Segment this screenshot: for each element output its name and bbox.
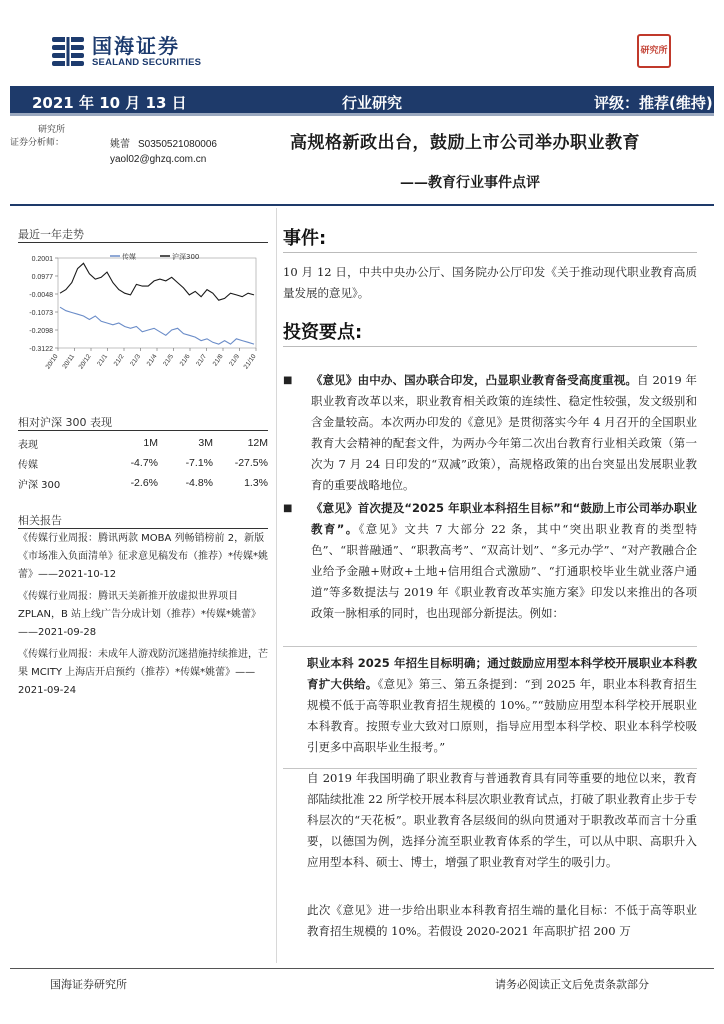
x-tick-label: 21/10: [242, 353, 258, 371]
logo-en-text: SEALAND SECURITIES: [92, 56, 202, 68]
logo-mark-icon: [50, 34, 86, 68]
research-seal-icon: [637, 34, 671, 68]
perf-header-cell: 12M: [247, 437, 268, 449]
perf-header-row: [18, 433, 268, 453]
perf-cell: -2.6%: [130, 477, 158, 489]
y-tick-label: 0.0977: [31, 273, 53, 281]
report-category: 行业研究: [342, 94, 403, 112]
perf-cell: -4.7%: [130, 457, 158, 469]
bullet-2: [283, 498, 697, 624]
related-report-item[interactable]: 《传媒行业周报：未成年人游戏防沉迷措施持续推进，芒果 MCITY 上海店开启预约（推荐）*传媒*姚蕾》——2021-09-24: [18, 649, 268, 696]
y-tick-label: -0.3122: [29, 346, 53, 353]
perf-cell: -4.8%: [185, 477, 213, 489]
y-tick-label: -0.1073: [29, 310, 53, 318]
footer-divider: [10, 968, 714, 969]
logo-cn-text: 国海证券: [92, 33, 180, 58]
quote-bold: 职业本科 2025 年招生目标明确；通过鼓励应用型本科学校开展职业本科教育扩大供给。: [307, 656, 697, 691]
dept-label: 研究所: [38, 125, 66, 135]
x-tick-label: 21/9: [228, 353, 242, 368]
trend-chart: [18, 248, 268, 388]
seal-text: 研究所: [640, 46, 668, 56]
role-label: 证券分析师：: [10, 138, 65, 148]
bullet-square-icon: ■: [283, 503, 293, 514]
related-reports: [18, 530, 270, 704]
perf-cell: 1.3%: [244, 477, 268, 489]
bullet-2-text: 《意见》文共 7 大部分 22 条，其中“突出职业教育的类型特色”、“职普融通”、“职教高考”、“双高计划”、“多元办学”、“对产教融合企业给予金融+财政+土地+信用组合式激励”、“打通职校毕业生就业落户通道”等多数提法与 2019 年《职业教育改革实施方案》印发以来推出的各项政策一脉相承的同时，也出现部分新提法。例如：: [311, 522, 697, 620]
event-heading-line: [283, 252, 697, 253]
perf-header-cell: 1M: [143, 437, 158, 449]
x-tick-label: 21/2: [112, 353, 126, 368]
x-tick-label: 20/10: [44, 353, 60, 371]
paragraph-3: 自 2019 年我国明确了职业教育与普通教育具有同等重要的地位以来，教育部陆续批准 22 所学校开展本科层次职业教育试点，打破了职业教育止步于专科层次的“天花板”。职业教育各层级间的纵向贯通对于职教改革而言十分重要，以德国为例，选择分流至职业教育体系的学生，可以从中职、高职升入应用型本科、硕士、博士，增强了职业教育对学生的吸引力。: [307, 771, 697, 869]
reports-title-line: [18, 528, 268, 529]
x-tick-label: 21/7: [195, 353, 209, 368]
header-divider: [10, 204, 714, 206]
series-line-media: [60, 307, 254, 344]
x-tick-label: 20/12: [77, 353, 93, 371]
reports-title: 相关报告: [18, 514, 62, 527]
analyst-info: [110, 137, 217, 167]
event-heading: 事件:: [283, 228, 327, 249]
analyst-meta: [10, 122, 65, 148]
x-tick-label: 21/4: [145, 353, 159, 368]
bullet-1: [283, 370, 697, 496]
bullet-2-bold: 《意见》首次提及“2025 年职业本科招生目标”和“鼓励上市公司举办职业教育”。: [311, 501, 697, 536]
points-heading: 投资要点:: [283, 322, 363, 343]
perf-header-cell: 表现: [18, 439, 38, 451]
perf-cell: 传媒: [18, 459, 38, 471]
x-tick-label: 21/3: [129, 353, 143, 368]
legend-label: 传媒: [122, 253, 136, 261]
bullet-1-text: 自 2019 年职业教育改革以来，职业教育相关政策的连续性、稳定性较强，发文级别和含金量较高。本次两办印发的《意见》是贯彻落实今年 4 月召开的全国职业教育大会精神的配套文件，为两办今年第二次出台教育行业相关政策（第一次为 7 月 24 日印发的“双减”政策），高规格政策的出台突显出发展职业教育的重要战略地位。: [311, 373, 698, 492]
y-tick-label: 0.2001: [31, 256, 53, 263]
analyst-email[interactable]: yaol02@ghzq.com.cn: [110, 154, 207, 165]
quote-text: 《意见》第三、第五条提到：“到 2025 年，职业本科教育招生规模不低于高等职业教育招生规模的 10%。”“鼓励应用型本科学校开展职业本科教育。按照专业大致对口原则，指导应用型本科学校、职业本科学校吸引更多中高职毕业生报考。”: [307, 677, 697, 754]
perf-cell: -27.5%: [234, 457, 268, 469]
perf-cell: 沪深 300: [18, 479, 61, 491]
column-divider: [276, 208, 277, 963]
y-tick-label: -0.2098: [29, 328, 53, 336]
y-tick-label: -0.0048: [29, 291, 53, 299]
report-title: 高规格新政出台，鼓励上市公司举办职业教育: [290, 133, 640, 153]
series-line-hs300: [60, 263, 254, 300]
perf-row-media: [18, 453, 268, 473]
report-rating: 评级：推荐(维持): [594, 94, 713, 112]
x-tick-label: 21/6: [178, 353, 192, 368]
perf-row-hs300: [18, 473, 268, 493]
perf-title-line: [18, 430, 268, 431]
perf-header-cell: 3M: [198, 437, 213, 449]
trend-title-line: [18, 242, 268, 243]
bullet-1-bold: 《意见》由中办、国办联合印发，凸显职业教育备受高度重视。: [311, 373, 637, 387]
x-tick-label: 21/1: [96, 353, 110, 368]
analyst-name: 姚蕾: [110, 139, 130, 150]
perf-title: 相对沪深 300 表现: [18, 416, 112, 429]
header-banner: [10, 86, 714, 116]
legend-label: 沪深300: [172, 253, 200, 261]
related-report-item[interactable]: 《传媒行业周报：腾讯天美新推开放虚拟世界项目 ZPLAN，B 站上线广告分成计划（推荐）*传媒*姚蕾》——2021-09-28: [18, 591, 262, 638]
trend-chart-svg: [18, 248, 268, 388]
company-logo: [50, 34, 201, 68]
x-tick-label: 20/11: [61, 353, 77, 371]
paragraph-4: 此次《意见》进一步给出职业本科教育招生端的量化目标：不低于高等职业教育招生规模的 10%。若假设 2020-2021 年高职扩招 200 万: [307, 903, 697, 938]
perf-table: [18, 433, 268, 493]
report-subtitle: ——教育行业事件点评: [400, 175, 540, 191]
x-tick-label: 21/5: [162, 353, 176, 368]
related-report-item[interactable]: 《传媒行业周报：腾讯两款 MOBA 列畅销榜前 2，新版《市场准入负面清单》征求意见稿发布（推荐）*传媒*姚蕾》——2021-10-12: [18, 533, 268, 580]
footer-disclaimer: 请务必阅读正文后免责条款部分: [495, 978, 649, 991]
event-text: 10 月 12 日，中共中央办公厅、国务院办公厅印发《关于推动现代职业教育高质量发展的意见》。: [283, 265, 697, 300]
trend-title: 最近一年走势: [18, 228, 84, 241]
points-heading-line: [283, 346, 697, 347]
perf-cell: -7.1%: [185, 457, 213, 469]
quote-box: [283, 646, 697, 769]
bullet-square-icon: ■: [283, 375, 293, 386]
analyst-license: S0350521080006: [138, 139, 217, 150]
report-date: 2021 年 10 月 13 日: [32, 94, 187, 112]
footer-left: 国海证券研究所: [50, 978, 127, 991]
x-tick-label: 21/8: [211, 353, 225, 368]
